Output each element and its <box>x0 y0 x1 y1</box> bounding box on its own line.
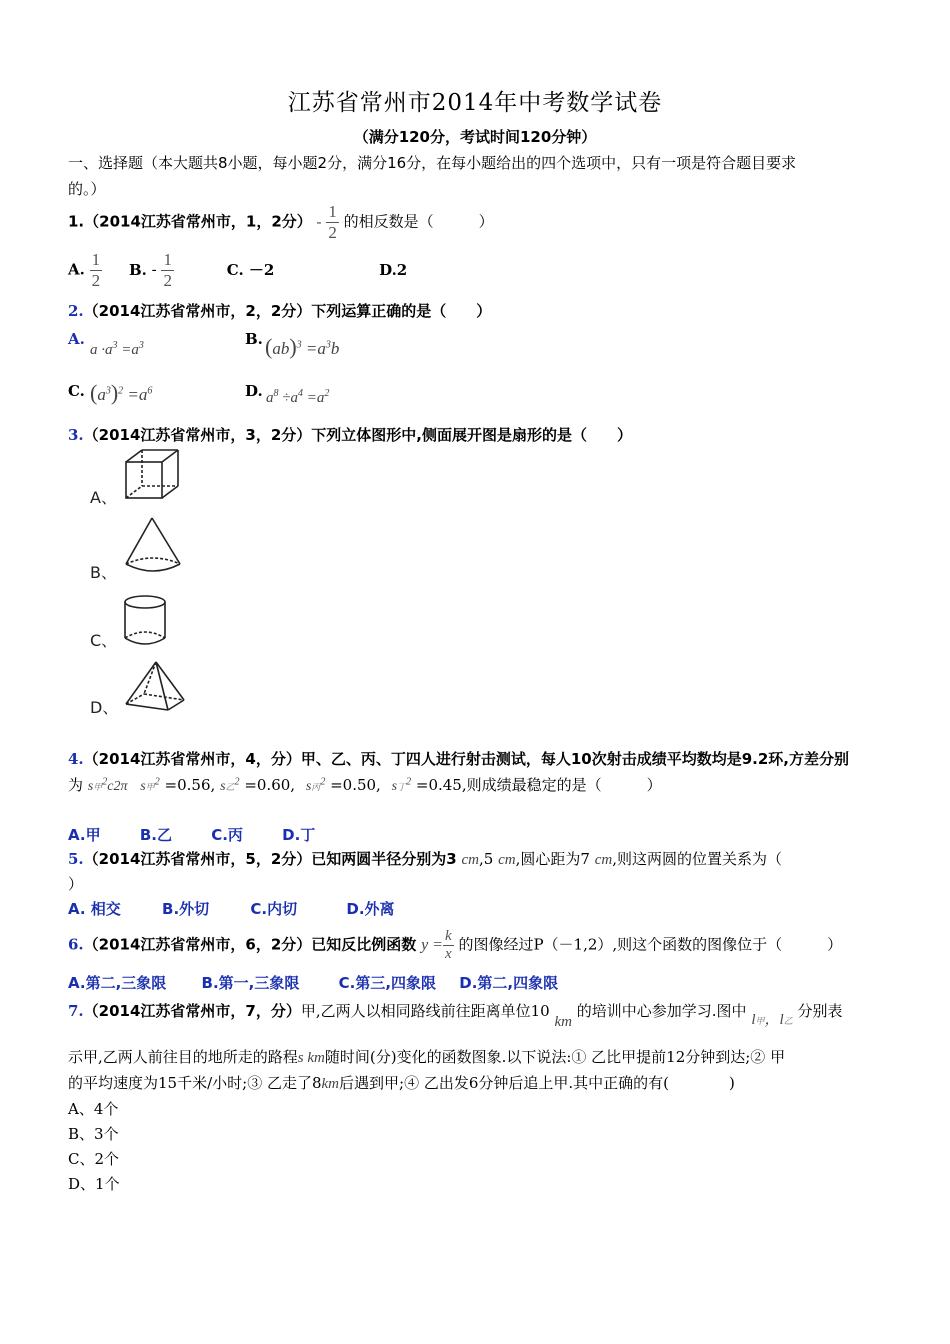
q2-option-d: D. <box>245 382 263 400</box>
q4-line2: 为 s甲$^2$c2π s甲$^2$ =0.56, s乙$^2$ =0.60, s丙$^2$ =0.50, s丁$^2$ =0.45,则成绩最稳定的是（ ） <box>68 776 662 794</box>
q4-option-c: C.丙 <box>211 826 243 844</box>
q7-line3: 的平均速度为15千米/小时;③ 乙走了8km后遇到甲;④ 乙出发6分钟后追上甲.其中正确的有( ) <box>68 1074 735 1092</box>
q4-option-b: B.乙 <box>139 826 172 844</box>
q2-text: （2014江苏省常州市，2，2分）下列运算正确的是（ ） <box>83 302 492 320</box>
q5-option-a: A. 相交 <box>68 900 121 918</box>
q1-option-a: A. <box>68 260 85 279</box>
cylinder-figure <box>122 594 172 650</box>
q1-tail: 的相反数是（ ） <box>343 212 494 231</box>
question-7: 7.（2014江苏省常州市，7，分）甲,乙两人以相同路线前往距离单位10 km 的培训中心参加学习.图中 l甲，l乙 分别表 <box>68 1002 843 1030</box>
question-4: 4.（2014江苏省常州市，4，分）甲、乙、丙、丁四人进行射击测试，每人10次射击成绩平均数均是9.2环,方差分别 <box>68 750 850 768</box>
q1-head: 1.（2014江苏省常州市，1，2分） <box>68 212 312 231</box>
q5-option-b: B.外切 <box>162 900 210 918</box>
q5-option-d: D.外离 <box>346 900 395 918</box>
q2-b-expr: $(ab)^3 =a^3b$ <box>265 334 340 359</box>
q7-line2: 示甲,乙两人前往目的地所走的路程s km随时间(分)变化的函数图象.以下说法:① 乙比甲提前12分钟到达;② 甲 <box>68 1048 786 1066</box>
q5-line2: ） <box>68 875 84 893</box>
q5-options <box>68 898 395 919</box>
q6-option-d: D.第二,四象限 <box>459 974 559 992</box>
q3-text: （2014江苏省常州市，3，2分）下列立体图形中,侧面展开图是扇形的是（ ） <box>83 426 632 444</box>
cube-figure <box>122 448 182 502</box>
q3-option-c-label: C、 <box>90 631 118 650</box>
q6-option-a: A.第二,三象限 <box>68 974 167 992</box>
q7-option-a: A、4个 <box>68 1100 119 1118</box>
q7-option-d: D、1个 <box>68 1175 120 1193</box>
page-subtitle: （满分120分，考试时间120分钟） <box>353 128 597 146</box>
question-5: 5.（2014江苏省常州市，5，2分）已知两圆半径分别为3 cm,5 cm,圆心距为7 cm,则这两圆的位置关系为（ <box>68 850 782 868</box>
q4-option-d: D.丁 <box>282 826 316 844</box>
q3-option-b-label: B、 <box>90 563 117 582</box>
section1-line2: 的。） <box>68 180 106 198</box>
q1-option-c: C. －2 <box>226 260 275 279</box>
q2-c-expr: $(a^3)^2 =a^6$ <box>90 380 153 405</box>
q6-option-c: C.第三,四象限 <box>338 974 437 992</box>
question-2: 2.（2014江苏省常州市，2，2分）下列运算正确的是（ ） <box>68 302 492 320</box>
q1-options: A. $\frac{1}{2}$ B. - $\frac{1}{2}$ C. －2 D.2 <box>68 250 408 290</box>
q1-option-b: B. <box>128 260 147 279</box>
question-6: 6.（2014江苏省常州市，6，2分）已知反比例函数 y = $\frac{k}{x}$ 的图像经过P（－1,2）,则这个函数的图像位于（ ） <box>68 928 843 962</box>
q1-option-d: D.2 <box>379 260 408 279</box>
section1-line1: 一、选择题（本大题共8小题，每小题2分，满分16分，在每小题给出的四个选项中，只有一项是符合题目要求 <box>68 154 797 172</box>
q3-option-a-label: A、 <box>90 488 117 507</box>
question-3: 3.（2014江苏省常州市，3，2分）下列立体图形中,侧面展开图是扇形的是（ ） <box>68 426 632 444</box>
cone-figure <box>122 516 186 576</box>
q2-d-expr: $a^8 \div a^4 =a^2$ <box>266 388 330 406</box>
q6-option-b: B.第一,三象限 <box>201 974 300 992</box>
q2-option-a: A. <box>68 330 85 348</box>
q4-text1: （2014江苏省常州市，4，分）甲、乙、丙、丁四人进行射击测试，每人10次射击成绩平均数均是9.2环,方差分别 <box>83 750 850 768</box>
q5-option-c: C.内切 <box>250 900 298 918</box>
q7-option-c: C、2个 <box>68 1150 120 1168</box>
question-1: 1.（2014江苏省常州市，1，2分） - $\frac{1}{2}$ 的相反数是（ ） <box>68 202 494 242</box>
q2-a-expr: $a \cdot a^3 =a^3$ <box>90 340 144 358</box>
q4-options <box>68 824 315 845</box>
q2-option-c: C. <box>68 382 85 400</box>
pyramid-figure <box>122 660 188 716</box>
q3-option-d-label: D、 <box>90 698 119 717</box>
q6-options <box>68 972 558 993</box>
q7-option-b: B、3个 <box>68 1125 119 1143</box>
page-title: 江苏省常州市2014年中考数学试卷 <box>287 90 663 116</box>
q2-option-b: B. <box>245 330 263 348</box>
q4-option-a: A.甲 <box>68 826 101 844</box>
q1-fraction: $\frac{1}{2}$ <box>328 202 337 242</box>
